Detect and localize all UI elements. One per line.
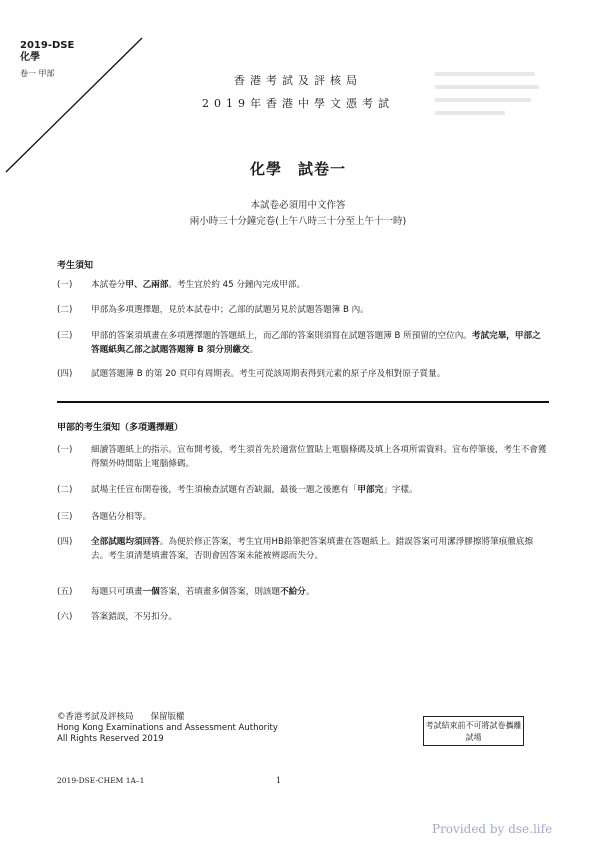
rights-reserved: All Rights Reserved 2019: [57, 734, 164, 744]
section-a-item: [57, 535, 547, 563]
item-text: 甲部為多項選擇題，見於本試卷中；乙部的試題另見於試題答題簿 B 內。: [91, 305, 369, 315]
page-title: 化學 試卷一: [249, 160, 346, 178]
item-text: 全部試題均須回答。為便於修正答案，考生宜用HB鉛筆把答案填畫在答題紙上。錯誤答案可用潔淨膠擦將筆痕徹底擦去。考生須清楚填畫答案，否則會因答案未能被辨認而失分。: [91, 537, 534, 561]
item-number: (五): [57, 587, 73, 597]
item-number: (一): [57, 280, 73, 290]
item-number: (四): [57, 537, 73, 547]
item-number: (一): [57, 445, 73, 455]
general-item: [57, 329, 547, 357]
copyright-block: [57, 712, 278, 745]
section-a-item: [57, 483, 547, 497]
exam-code: 2019-DSE: [20, 40, 75, 51]
copyright-zh: ©香港考試及評核局 保留版權: [57, 712, 185, 722]
page-code: 2019-DSE-CHEM 1A–1: [57, 776, 145, 785]
item-text: 答案錯誤，不另扣分。: [91, 612, 177, 622]
subject-name: 化學: [20, 52, 40, 63]
general-item: [57, 367, 547, 381]
general-item: [57, 278, 547, 292]
general-instructions-heading: 考生須知: [57, 261, 94, 271]
item-number: (二): [57, 305, 73, 315]
authority-name: 香港考試及評核局: [234, 74, 362, 87]
watermark: Provided by dse.life: [432, 822, 553, 836]
item-number: (三): [57, 331, 73, 341]
copyright-en: Hong Kong Examinations and Assessment Authority: [57, 723, 278, 733]
section-a-item: [57, 443, 547, 471]
item-text: 試題答題簿 B 的第 20 頁印有周期表。考生可從該周期表得到元素的原子序及相對原子質量。: [91, 369, 446, 379]
item-number: (六): [57, 612, 73, 622]
item-number: (二): [57, 485, 73, 495]
section-a-item: [57, 510, 547, 524]
item-text: 每題只可填畫一個答案，若填畫多個答案，則該題不給分。: [91, 587, 315, 597]
duration-note: 兩小時三十分鐘完卷(上午八時三十分至上午十一時): [189, 216, 407, 227]
section-a-heading: 甲部的考生須知（多項選擇題）: [57, 423, 184, 433]
item-text: 細讀答題紙上的指示。宣布開考後，考生須首先於適當位置貼上電腦條碼及填上各項所需資料。宣布停筆後，考生不會獲得額外時間貼上電腦條碼。: [91, 445, 547, 469]
item-text: 甲部的答案須填畫在多項選擇題的答題紙上，而乙部的答案則須寫在試題答題簿 B 所預留的空位內。考試完畢，甲部之答題紙與乙部之試題答題簿 B 須分別繳交。: [91, 331, 541, 355]
exam-name: 2019年香港中學文憑考試: [202, 97, 394, 110]
general-item: [57, 303, 547, 317]
item-number: (三): [57, 512, 73, 522]
item-text: 本試卷分甲、乙兩部。考生宜於約 45 分鐘內完成甲部。: [91, 280, 306, 290]
section-a-item: [57, 585, 547, 599]
section-a-item: [57, 610, 547, 624]
section-divider: [57, 401, 549, 403]
page-number: 1: [276, 776, 282, 785]
exam-notice-box: 考試結束前不可將試卷攜離試場: [423, 716, 524, 746]
item-number: (四): [57, 369, 73, 379]
paper-section: 卷一 甲部: [20, 69, 55, 78]
language-note: 本試卷必須用中文作答: [250, 200, 346, 211]
item-text: 各題佔分相等。: [91, 512, 152, 522]
item-text: 試場主任宣布開卷後，考生須檢查試題有否缺漏，最後一題之後應有「甲部完」字樣。: [91, 485, 418, 495]
